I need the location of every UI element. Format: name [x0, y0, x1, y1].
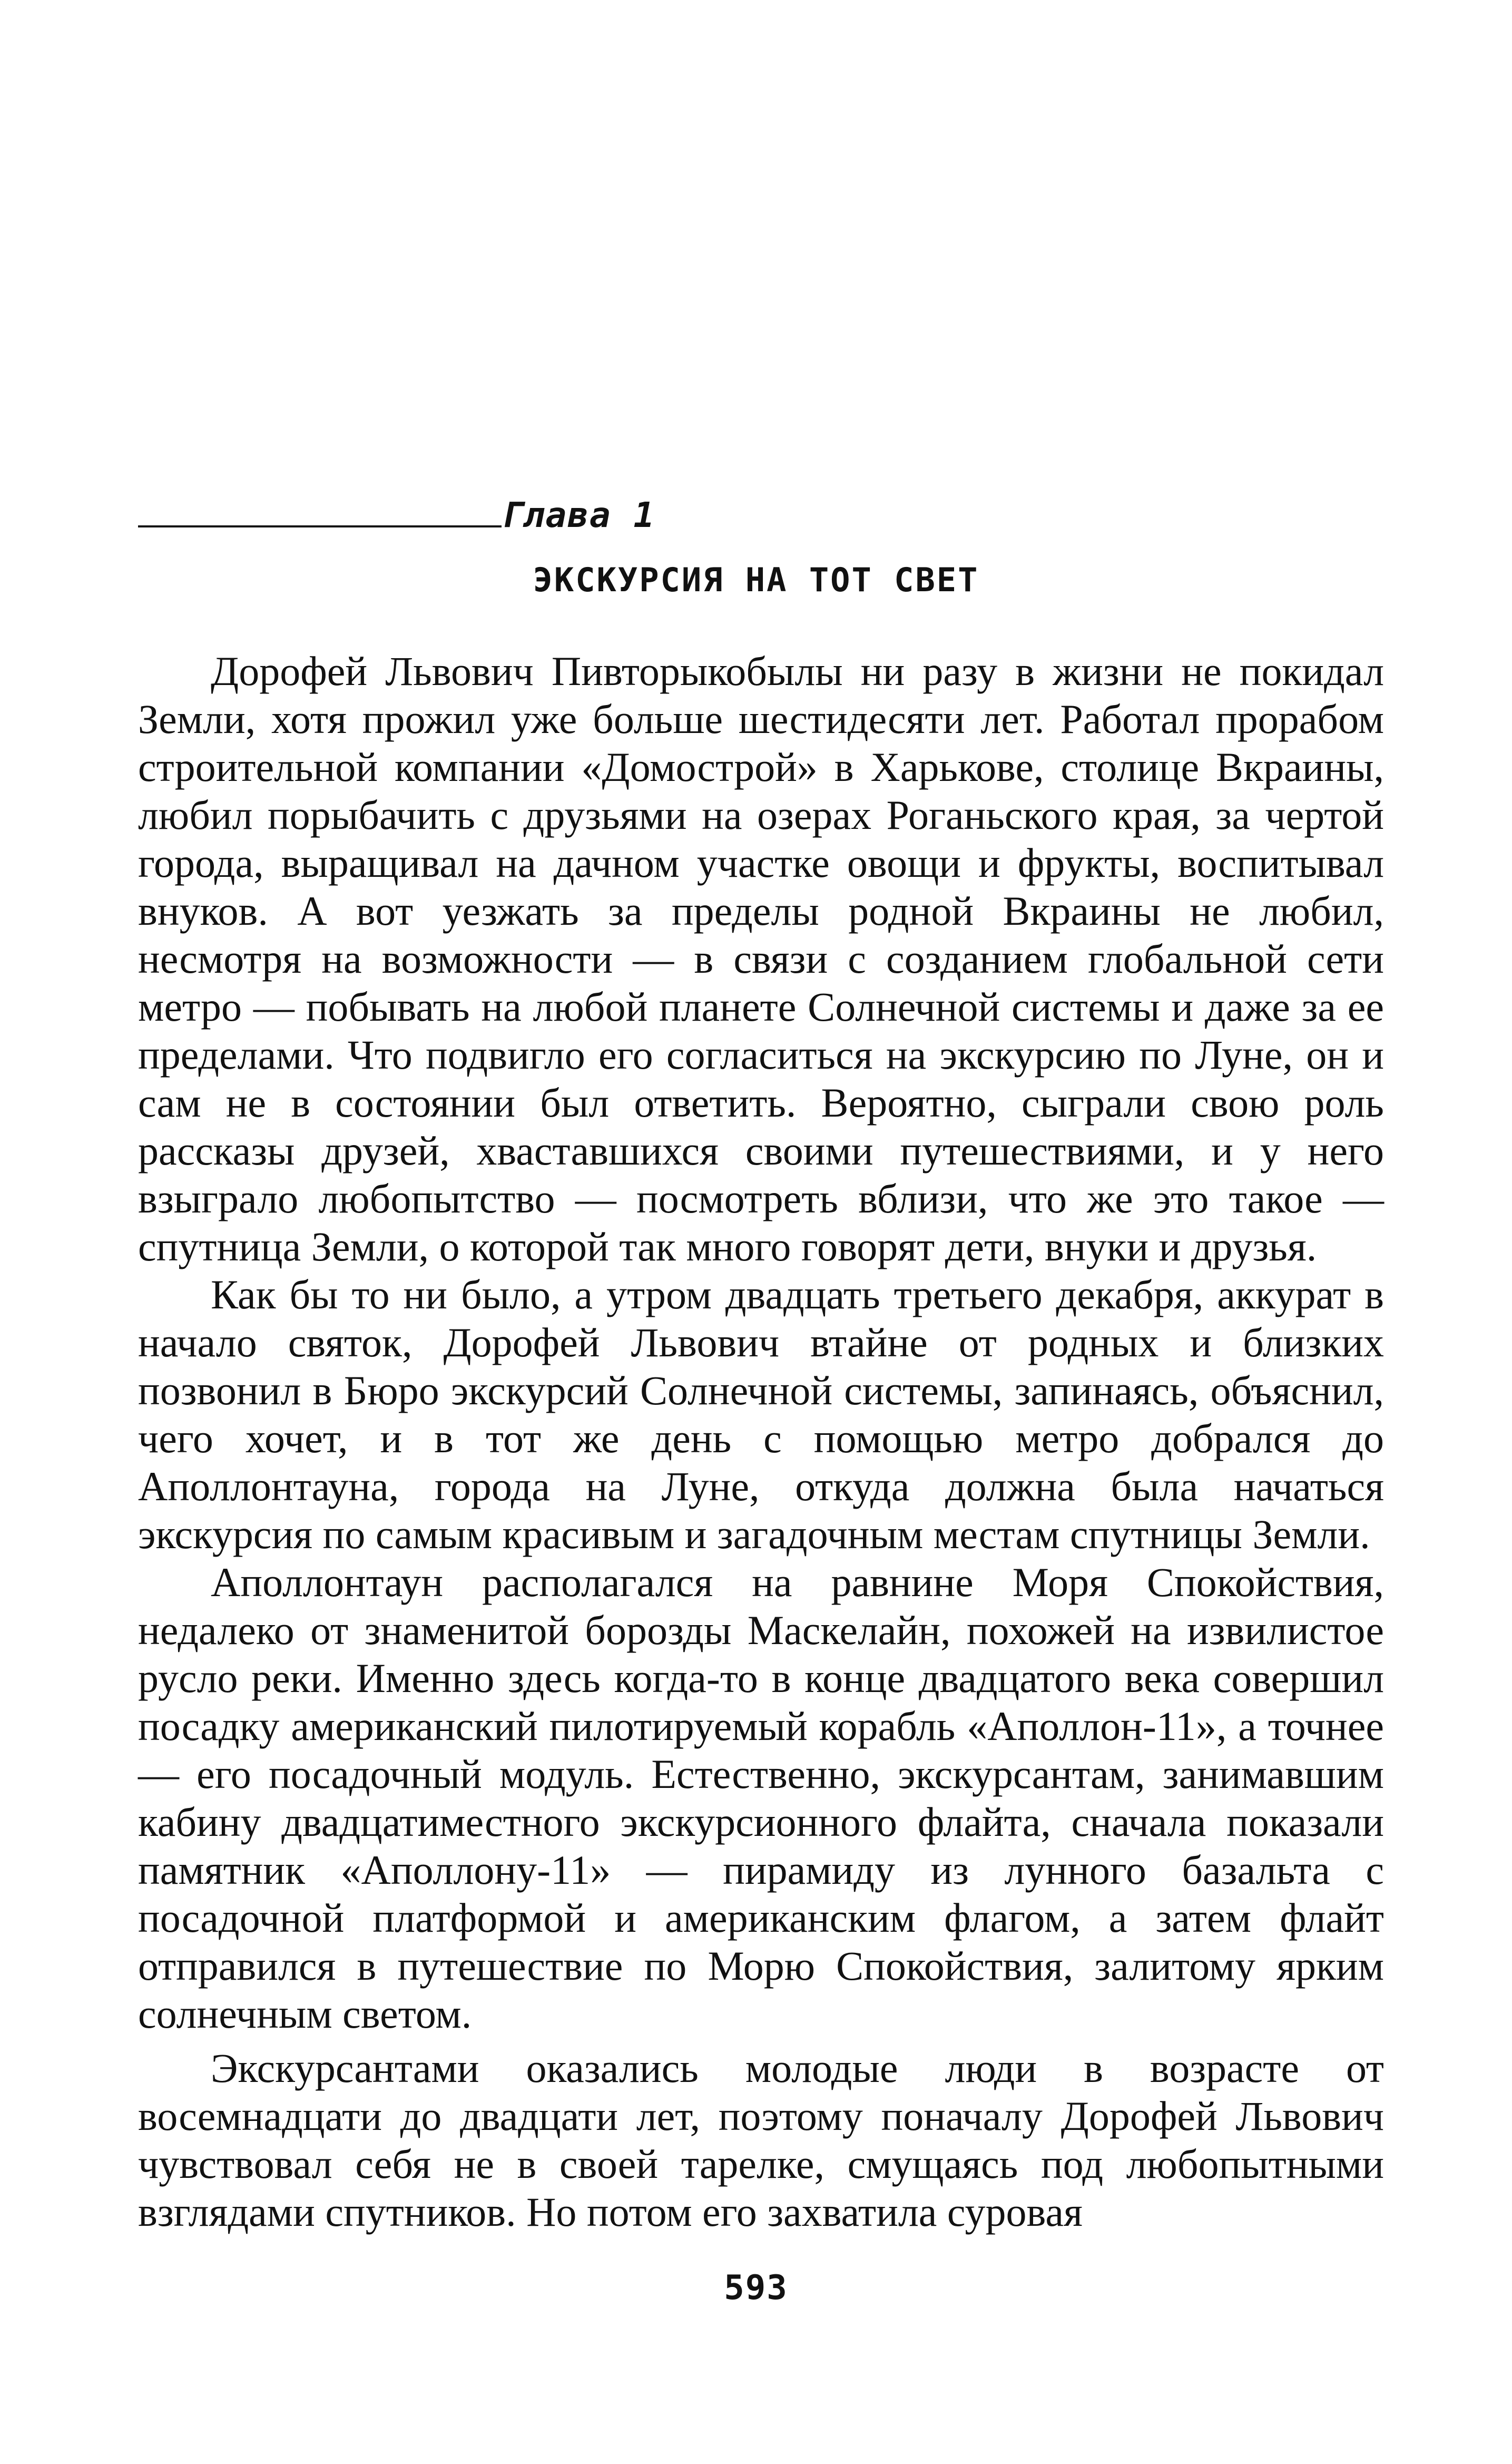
chapter-heading — [138, 495, 656, 535]
body-text — [138, 647, 1384, 2236]
chapter-title: ЭКСКУРСИЯ НА ТОТ СВЕТ — [533, 561, 979, 599]
page-number: 593 — [724, 2269, 788, 2307]
paragraph-3: Аполлонтаун располагался на равнине Моря Спокойствия, недалеко от знаменитой борозды Маскелайн, похожей на извилистое русло реки. Именно здесь когда-то в конце двадцатого века совершил посадку американский пилотируемый корабль «Аполлон-11», а точнее — его посадочный модуль. Естественно, экскурсантам, занимавшим кабину двадцатиместного экскурсионного флайта, сначала показали памятник «Аполлону-11» — пирамиду из лунного базальта с посадочной платформой и американским флагом, а затем флайт отправился в путешествие по Морю Спокойствия, залитому ярким солнечным светом. — [138, 1559, 1384, 2037]
chapter-rule — [138, 525, 502, 527]
paragraph-4: Экскурсантами оказались молодые люди в возрасте от восемнадцати до двадцати лет, поэтому поначалу Дорофей Львович чувствовал себя не в своей тарелке, смущаясь под любопытными взглядами спутников. Но потом его захватила суровая — [138, 2045, 1384, 2235]
paragraph-1: Дорофей Львович Пивторыкобылы ни разу в жизни не покидал Земли, хотя прожил уже больше шестидесяти лет. Работал прорабом строительной компании «Домострой» в Харькове, столице Вкраины, любил порыбачить с друзьями на озерах Роганьского края, за чертой города, выращивал на дачном участке овощи и фрукты, воспитывал внуков. А вот уезжать за пределы родной Вкраины не любил, несмотря на возможности — в связи с созданием глобальной сети метро — побывать на любой планете Солнечной системы и даже за ее пределами. Что подвигло его согласиться на экскурсию по Луне, он и сам не в состоянии был ответить. Вероятно, сыграли свою роль рассказы друзей, хваставшихся своими путешествиями, и у него взыграло любопытство — посмотреть вблизи, что же это такое — спутница Земли, о которой так много говорят дети, внуки и друзья. — [138, 648, 1384, 1269]
paragraph-2: Как бы то ни было, а утром двадцать третьего декабря, аккурат в начало святок, Дорофей Львович втайне от родных и близких позвонил в Бюро экскурсий Солнечной системы, запинаясь, объяснил, чего хочет, и в тот же день с помощью метро добрался до Аполлонтауна, города на Луне, откуда должна была начаться экскурсия по самым красивым и загадочным местам спутницы Земли. — [138, 1272, 1384, 1557]
chapter-label: Глава 1 — [502, 495, 656, 535]
